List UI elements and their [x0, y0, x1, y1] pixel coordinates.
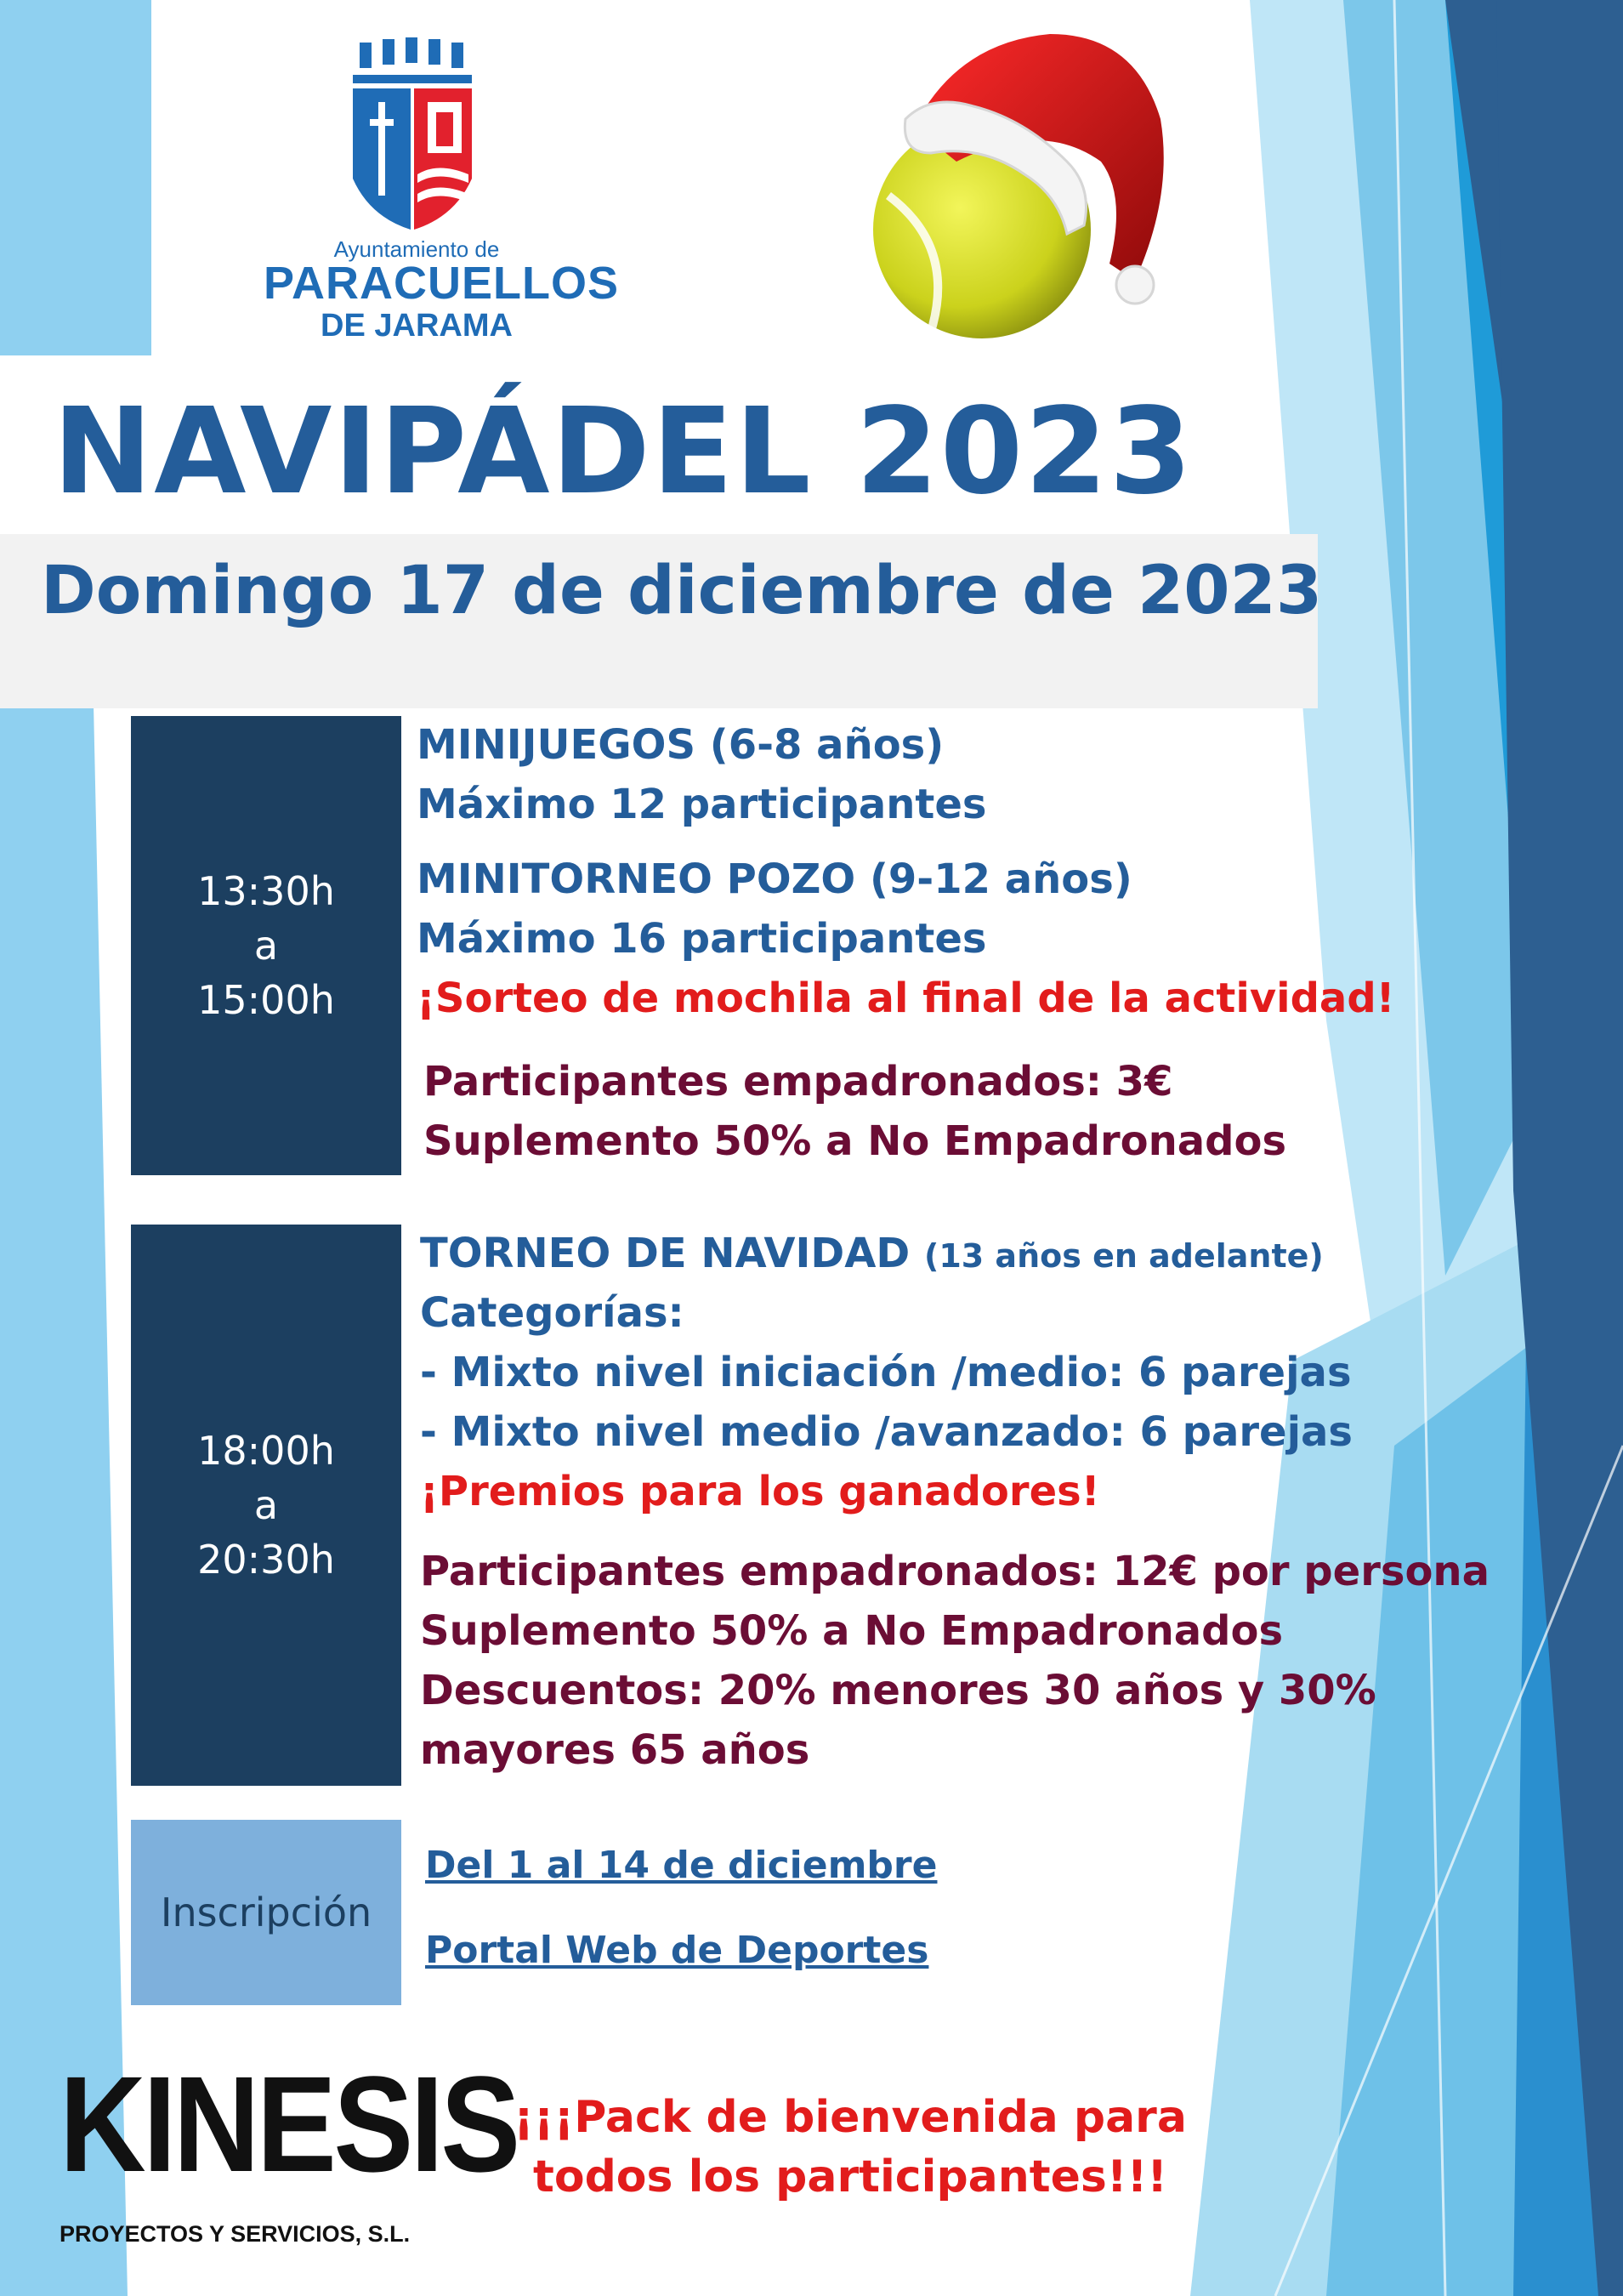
- minijuegos-heading: MINIJUEGOS (6-8 años): [417, 721, 945, 769]
- time-end: 20:30h: [197, 1537, 335, 1583]
- category-beginner: - Mixto nivel iniciación /medio: 6 parejas: [420, 1349, 1352, 1396]
- minitorneo-capacity: Máximo 16 participantes: [417, 915, 987, 963]
- torneo-title: TORNEO DE NAVIDAD: [420, 1230, 911, 1277]
- welcome-line-2: todos los participantes!!!: [532, 2151, 1168, 2202]
- sponsor-logo: KINESIS: [60, 2048, 518, 2200]
- sports-portal-link[interactable]: Portal Web de Deportes: [425, 1929, 929, 1972]
- event-title: NAVIPÁDEL 2023: [53, 383, 1195, 521]
- discounts-line2: mayores 65 años: [420, 1726, 810, 1774]
- sponsor-subtitle: PROYECTOS Y SERVICIOS, S.L.: [60, 2221, 411, 2247]
- logo-line-3: DE JARAMA: [321, 308, 513, 344]
- categories-label: Categorías:: [420, 1289, 684, 1337]
- raffle-notice: ¡Sorteo de mochila al final de la actividad!: [417, 975, 1395, 1022]
- supplement-block1: Suplemento 50% a No Empadronados: [423, 1117, 1287, 1165]
- category-advanced: - Mixto nivel medio /avanzado: 6 parejas: [420, 1408, 1353, 1456]
- logo-line-2: PARACUELLOS: [264, 258, 620, 309]
- price-registered-block1: Participantes empadronados: 3€: [423, 1058, 1173, 1105]
- minitorneo-heading: MINITORNEO POZO (9-12 años): [417, 855, 1132, 903]
- discounts-line1: Descuentos: 20% menores 30 años y 30%: [420, 1667, 1376, 1714]
- price-registered-block2: Participantes empadronados: 12€ por persona: [420, 1548, 1490, 1595]
- time-separator: a: [253, 923, 279, 969]
- torneo-age-note: (13 años en adelante): [923, 1237, 1324, 1275]
- welcome-pack-notice: [510, 2088, 1190, 2207]
- welcome-line-1: ¡¡¡Pack de bienvenida para: [514, 2092, 1187, 2143]
- registration-box: [131, 1820, 401, 2005]
- time-separator: a: [253, 1482, 279, 1528]
- time-end: 15:00h: [197, 977, 335, 1023]
- time-box-afternoon: [131, 716, 401, 1175]
- minijuegos-capacity: Máximo 12 participantes: [417, 781, 987, 828]
- torneo-heading: [420, 1230, 1324, 1277]
- supplement-block2: Suplemento 50% a No Empadronados: [420, 1607, 1284, 1655]
- registration-label: Inscripción: [160, 1890, 372, 1935]
- time-start: 13:30h: [197, 868, 335, 914]
- time-box-evening: [131, 1225, 401, 1786]
- logo-line-1: Ayuntamiento de: [333, 236, 500, 262]
- time-start: 18:00h: [197, 1428, 335, 1474]
- registration-dates-link[interactable]: Del 1 al 14 de diciembre: [425, 1844, 938, 1887]
- municipality-crest-logo: [344, 34, 480, 238]
- tennis-ball-santa-hat-icon: [854, 26, 1195, 349]
- event-date: Domingo 17 de diciembre de 2023: [41, 553, 1323, 629]
- prizes-notice: ¡Premios para los ganadores!: [420, 1468, 1100, 1515]
